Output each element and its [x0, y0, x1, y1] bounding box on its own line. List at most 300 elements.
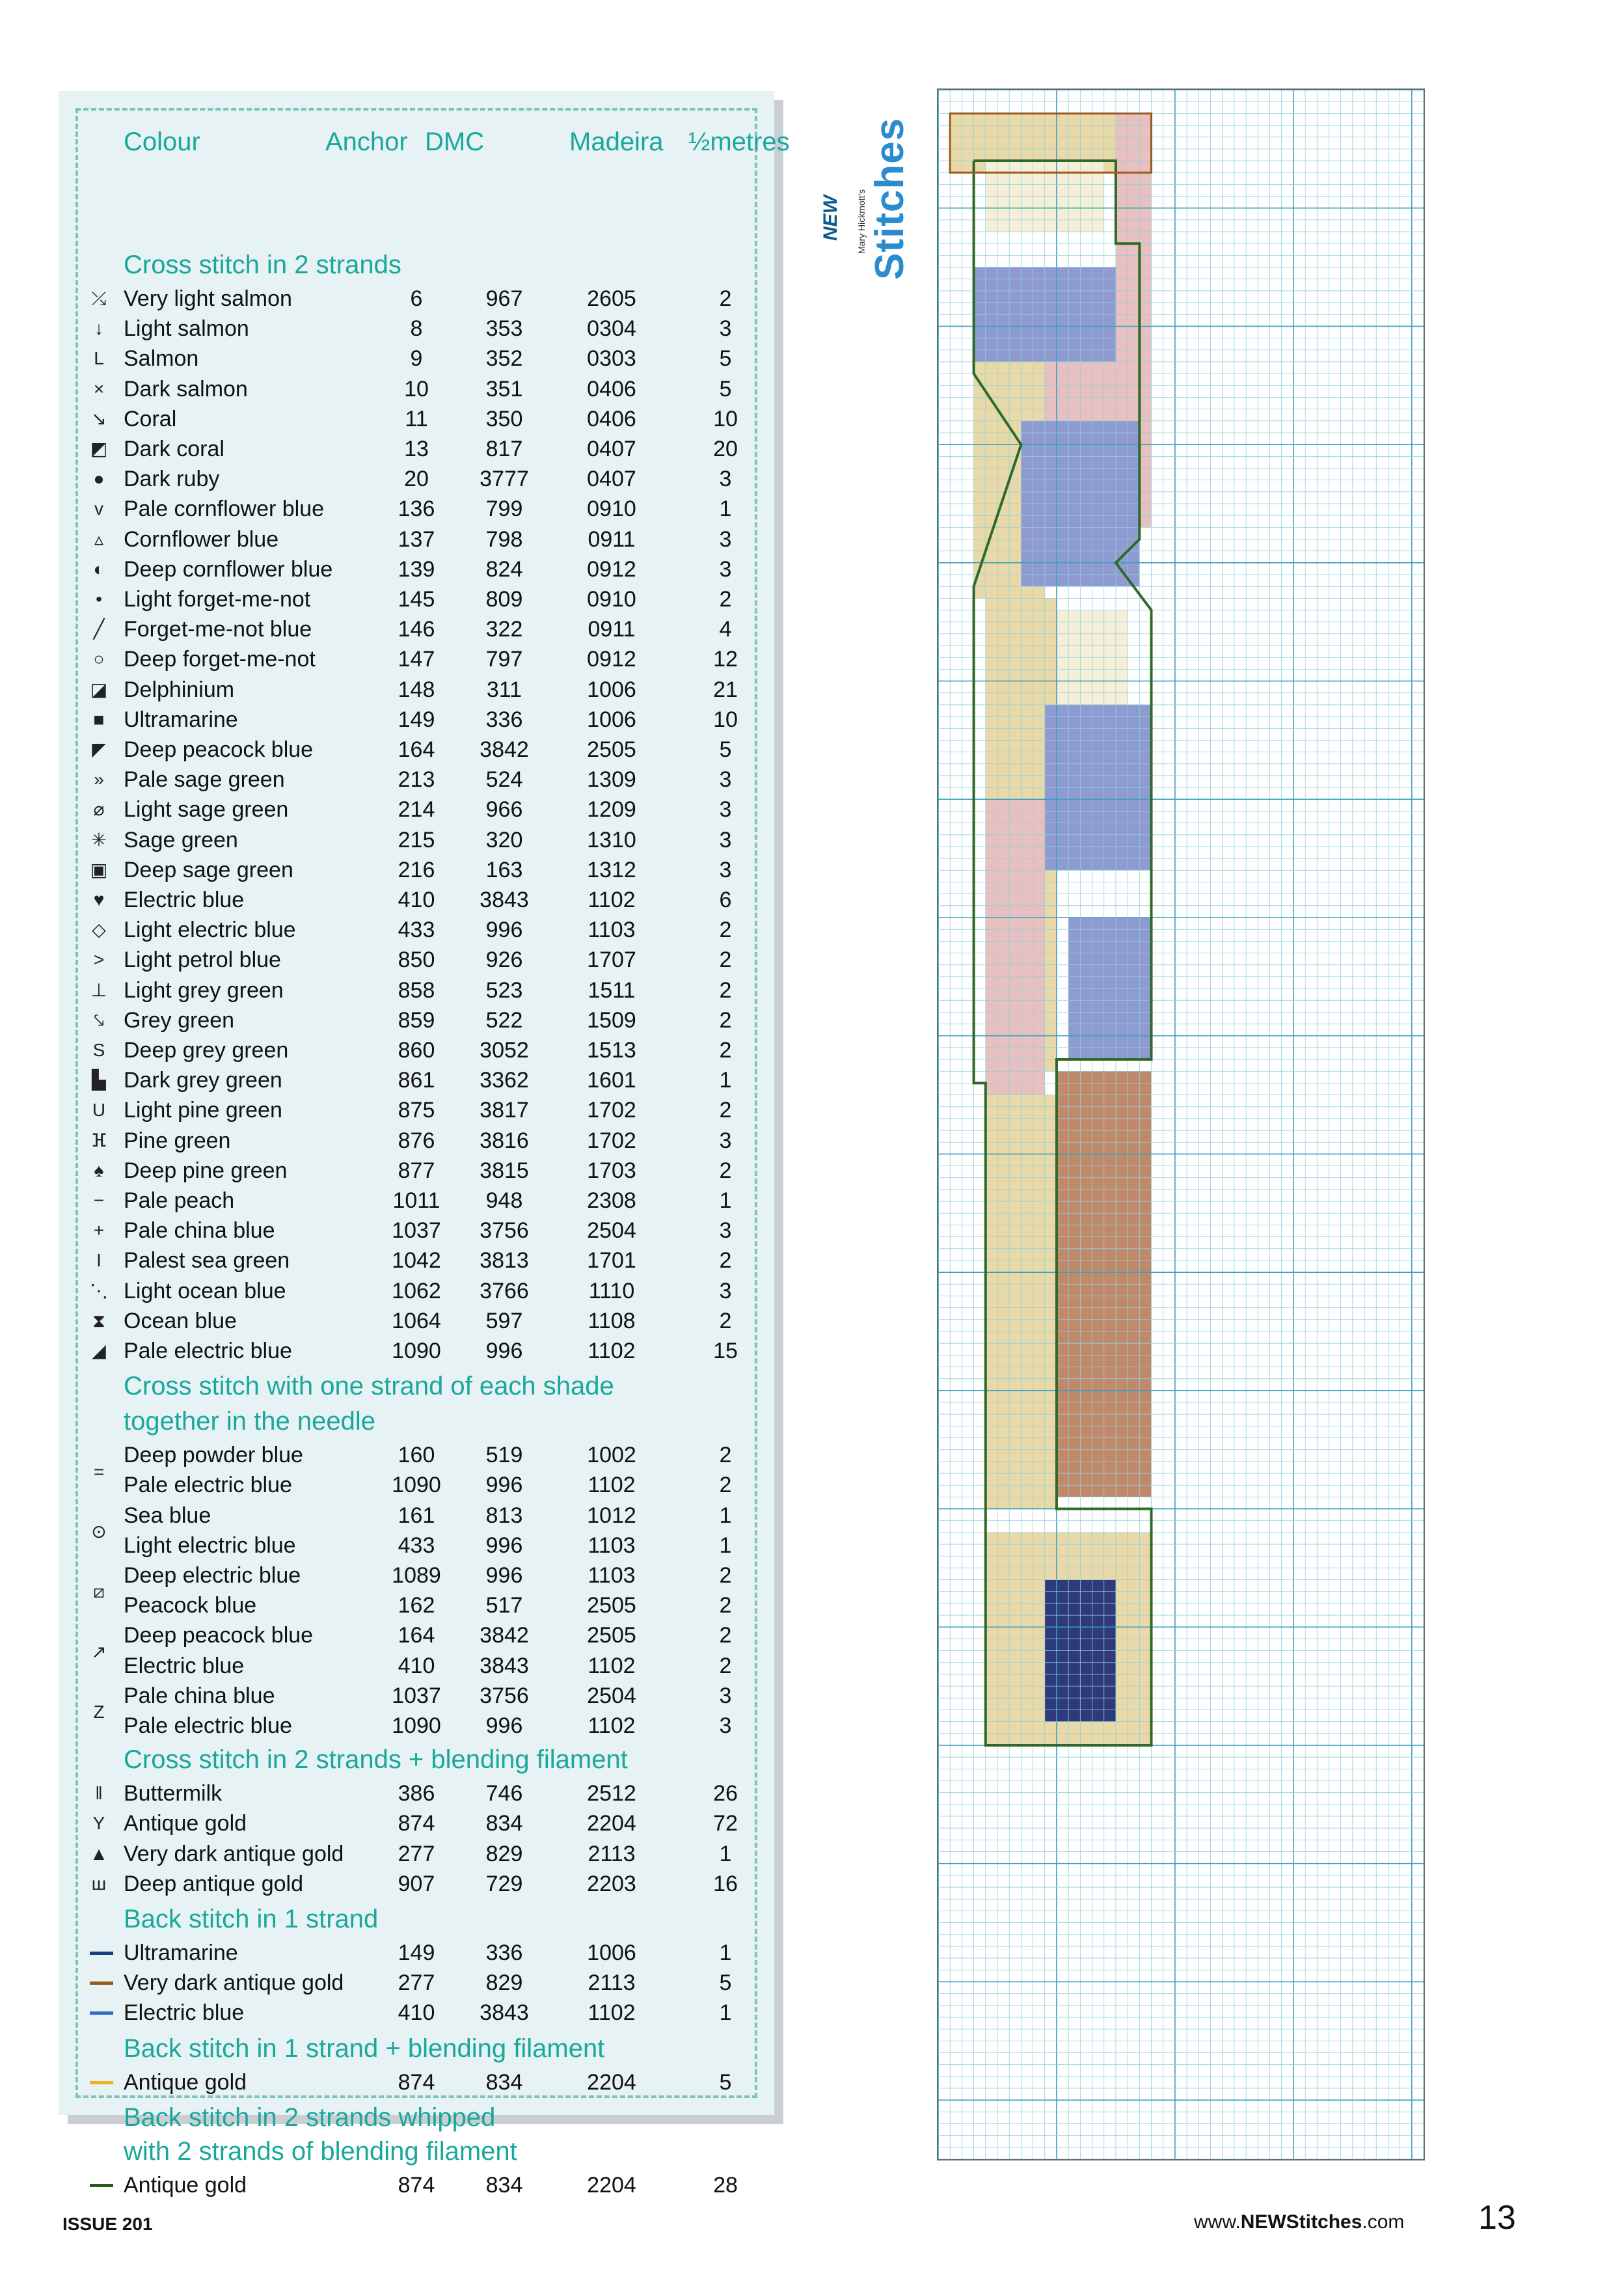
key-row — [59, 1531, 774, 1560]
key-dmc: 311 — [486, 677, 522, 702]
key-madeira: 0910 — [587, 497, 636, 522]
key-madeira: 2204 — [587, 1811, 636, 1836]
key-row — [59, 795, 774, 824]
key-anchor: 145 — [398, 587, 435, 612]
key-name: Deep powder blue — [124, 1443, 303, 1468]
key-dmc: 3843 — [480, 1653, 529, 1678]
stitch-symbol-icon: ⴼ — [90, 1130, 107, 1151]
key-dmc: 746 — [485, 1781, 523, 1806]
key-anchor: 874 — [398, 2172, 435, 2198]
key-dmc: 163 — [485, 857, 523, 882]
key-anchor: 277 — [398, 1970, 435, 1996]
key-row — [59, 314, 774, 344]
key-madeira: 0407 — [587, 467, 636, 492]
key-metres: 10 — [713, 406, 738, 431]
key-madeira: 1707 — [587, 947, 636, 973]
key-metres: 3 — [719, 1218, 732, 1244]
key-madeira: 1309 — [587, 767, 636, 793]
key-metres: 5 — [719, 2069, 732, 2095]
key-metres: 16 — [713, 1871, 738, 1896]
key-anchor: 1090 — [392, 1339, 441, 1363]
key-madeira: 2512 — [587, 1781, 636, 1806]
stitch-symbol-icon: − — [93, 1190, 105, 1210]
stitch-symbol-icon: ‖ — [95, 1783, 103, 1804]
header-metres: ½metres — [688, 128, 790, 156]
key-name: Deep sage green — [124, 857, 293, 882]
key-row — [59, 1035, 774, 1065]
key-dmc: 809 — [485, 587, 523, 612]
chart-grid — [938, 90, 1424, 2159]
key-name: Dark ruby — [124, 467, 220, 492]
key-anchor: 149 — [398, 1941, 435, 1965]
key-madeira: 1108 — [588, 1308, 636, 1333]
key-name: Deep grey green — [124, 1038, 289, 1063]
key-anchor: 877 — [398, 1158, 435, 1183]
key-row — [59, 464, 774, 494]
key-row — [59, 1501, 774, 1531]
key-section-title: with 2 strands of blending filament — [124, 2136, 517, 2166]
stitch-symbol-icon: I — [96, 1250, 102, 1271]
key-rows — [59, 91, 774, 2198]
key-metres: 5 — [719, 737, 732, 762]
key-madeira: 1511 — [588, 977, 636, 1003]
stitch-symbol-icon: ◤ — [92, 739, 106, 759]
key-dmc: 966 — [485, 797, 523, 823]
key-anchor: 136 — [398, 497, 435, 522]
key-metres: 3 — [719, 767, 732, 793]
key-madeira: 1103 — [588, 1563, 636, 1588]
stitch-symbol-icon: ▲ — [90, 1843, 108, 1864]
key-anchor: 9 — [410, 346, 423, 372]
key-dmc: 3777 — [480, 467, 529, 492]
key-madeira: 1012 — [587, 1503, 636, 1528]
key-name: Pale china blue — [124, 1683, 275, 1708]
key-name: Peacock blue — [124, 1593, 257, 1618]
key-name: Electric blue — [124, 2000, 245, 2026]
key-row — [59, 1839, 774, 1869]
key-anchor: 1089 — [392, 1563, 441, 1588]
key-name: Grey green — [124, 1007, 235, 1033]
key-dmc: 834 — [485, 1811, 523, 1836]
key-metres: 10 — [713, 707, 738, 732]
key-section-title: Cross stitch with one strand of each shade — [124, 1372, 614, 1401]
key-madeira: 1312 — [587, 857, 636, 882]
key-name: Coral — [124, 406, 177, 431]
key-dmc: 3816 — [480, 1128, 529, 1153]
stitch-symbol-icon: × — [93, 378, 105, 399]
key-name: Deep electric blue — [124, 1563, 301, 1588]
thread-key-panel — [59, 91, 790, 2198]
key-row — [59, 1808, 774, 1838]
key-anchor: 216 — [398, 857, 435, 882]
key-anchor: 874 — [398, 1811, 435, 1836]
key-row — [59, 584, 774, 614]
key-dmc: 3362 — [480, 1068, 529, 1093]
key-metres: 2 — [719, 1443, 732, 1468]
key-row — [59, 524, 774, 554]
key-dmc: 817 — [485, 437, 523, 461]
key-anchor: 875 — [398, 1098, 435, 1123]
key-madeira: 0912 — [587, 647, 636, 672]
stitch-symbol-icon: ⌀ — [93, 799, 105, 820]
key-anchor: 8 — [410, 316, 423, 342]
key-row — [59, 915, 774, 945]
key-dmc: 3756 — [480, 1683, 529, 1708]
stitch-symbol-icon: ш — [91, 1873, 107, 1894]
key-madeira: 2505 — [587, 737, 636, 762]
key-madeira: 1110 — [588, 1278, 635, 1303]
key-dmc: 519 — [485, 1443, 523, 1468]
key-madeira: 2113 — [588, 1841, 636, 1866]
key-metres: 1 — [719, 497, 732, 522]
key-madeira: 2204 — [587, 2069, 636, 2095]
key-name: Light forget-me-not — [124, 587, 311, 612]
key-anchor: 859 — [398, 1007, 435, 1033]
key-madeira: 1102 — [588, 1473, 636, 1498]
stitch-symbol-icon: ◩ — [90, 439, 108, 459]
key-madeira: 0911 — [588, 526, 636, 552]
website-url — [1194, 2211, 1404, 2233]
key-row — [59, 374, 774, 404]
key-metres: 3 — [719, 857, 732, 882]
key-metres: 6 — [719, 888, 732, 912]
key-anchor: 1062 — [392, 1278, 441, 1303]
stitch-symbol-icon: ↘ — [91, 408, 107, 429]
key-metres: 3 — [719, 1278, 732, 1303]
key-madeira: 0910 — [587, 587, 636, 612]
key-name: Deep pine green — [124, 1158, 288, 1183]
key-dmc: 3842 — [480, 737, 529, 762]
key-dmc: 813 — [485, 1503, 523, 1528]
stitch-symbol-icon: ▵ — [94, 528, 104, 549]
key-dmc: 3843 — [480, 888, 529, 912]
backstitch-line-icon — [90, 2184, 113, 2187]
key-name: Pale peach — [124, 1188, 235, 1213]
key-row — [59, 1065, 774, 1095]
key-name: Light grey green — [124, 977, 284, 1003]
key-anchor: 861 — [398, 1068, 435, 1093]
key-dmc: 351 — [485, 376, 523, 402]
key-dmc: 996 — [485, 1563, 523, 1588]
key-row — [59, 1186, 774, 1216]
key-row — [59, 284, 774, 314]
key-row — [59, 554, 774, 584]
stitch-symbol-icon: ⋱ — [90, 1280, 108, 1301]
blend-symbol-icon: Z — [93, 1702, 105, 1723]
key-metres: 2 — [719, 587, 732, 612]
header-anchor: Anchor — [325, 128, 408, 156]
key-anchor: 149 — [398, 707, 435, 732]
key-metres: 1 — [719, 1841, 732, 1866]
backstitch-line-icon — [90, 1982, 113, 1985]
chart-region-lower-stem — [986, 799, 1045, 1095]
key-anchor: 161 — [398, 1503, 435, 1528]
url-suffix: .com — [1362, 2211, 1405, 2233]
key-name: Ultramarine — [124, 707, 238, 732]
header-dmc: DMC — [425, 128, 485, 156]
key-anchor: 146 — [398, 617, 435, 642]
key-row — [59, 945, 774, 975]
key-name: Deep forget-me-not — [124, 647, 316, 672]
key-row — [59, 735, 774, 765]
key-metres: 2 — [719, 1158, 732, 1183]
stitch-symbol-icon: ♥ — [93, 890, 105, 910]
key-name: Deep cornflower blue — [124, 556, 333, 582]
key-dmc: 353 — [485, 316, 523, 342]
key-row — [59, 1005, 774, 1035]
key-row — [59, 1156, 774, 1186]
key-anchor: 164 — [398, 1623, 435, 1648]
stitch-symbol-icon: Y — [92, 1813, 105, 1834]
key-metres: 2 — [719, 1623, 732, 1648]
key-name: Pale electric blue — [124, 1339, 292, 1363]
stitch-symbol-icon: S — [92, 1040, 105, 1060]
key-dmc: 3766 — [480, 1278, 529, 1303]
key-anchor: 1064 — [392, 1308, 441, 1333]
key-row — [59, 1651, 774, 1681]
backstitch-line-icon — [90, 1952, 113, 1955]
key-dmc: 3052 — [480, 1038, 529, 1063]
key-row — [59, 705, 774, 735]
key-row — [59, 1681, 774, 1711]
stitch-symbol-icon: ◢ — [92, 1341, 106, 1361]
blend-symbol-icon: ↗ — [91, 1641, 107, 1662]
key-name: Very light salmon — [124, 286, 292, 311]
cross-stitch-chart — [937, 89, 1425, 2160]
key-anchor: 148 — [398, 677, 435, 702]
key-anchor: 850 — [398, 947, 435, 973]
key-anchor: 139 — [398, 556, 435, 582]
key-anchor: 860 — [398, 1038, 435, 1063]
key-madeira: 1103 — [588, 1533, 636, 1558]
key-dmc: 523 — [485, 977, 523, 1003]
key-madeira: 1601 — [587, 1068, 636, 1093]
key-section-title: Cross stitch in 2 strands + blending filament — [124, 1745, 628, 1775]
key-row — [59, 675, 774, 705]
key-anchor: 214 — [398, 797, 435, 823]
key-metres: 3 — [719, 316, 732, 342]
key-anchor: 433 — [398, 918, 435, 943]
backstitch-line-icon — [90, 2011, 113, 2015]
stitch-symbol-icon: • — [96, 589, 102, 609]
key-name: Deep antique gold — [124, 1871, 304, 1896]
key-metres: 5 — [719, 1970, 732, 1996]
key-row — [59, 434, 774, 464]
key-dmc: 829 — [485, 1970, 523, 1996]
key-dmc: 336 — [485, 1941, 523, 1965]
key-row — [59, 1590, 774, 1620]
key-name: Pale china blue — [124, 1218, 275, 1244]
key-row — [59, 614, 774, 644]
key-name: Delphinium — [124, 677, 235, 702]
key-row — [59, 2067, 774, 2097]
issue-number: ISSUE 201 — [62, 2214, 153, 2234]
key-madeira: 0911 — [588, 617, 636, 642]
key-metres: 15 — [713, 1339, 738, 1363]
key-dmc: 829 — [485, 1841, 523, 1866]
key-metres: 3 — [719, 467, 732, 492]
blend-symbol-icon: ⧄ — [93, 1581, 105, 1602]
key-name: Pale electric blue — [124, 1713, 292, 1738]
key-madeira: 1703 — [587, 1158, 636, 1183]
key-metres: 12 — [713, 647, 738, 672]
key-name: Cornflower blue — [124, 526, 279, 552]
key-madeira: 2504 — [587, 1218, 636, 1244]
key-name: Dark coral — [124, 437, 224, 461]
key-madeira: 1209 — [587, 797, 636, 823]
key-row — [59, 1440, 774, 1470]
key-row — [59, 975, 774, 1005]
key-madeira: 2504 — [587, 1683, 636, 1708]
key-name: Light pine green — [124, 1098, 282, 1123]
key-dmc: 524 — [485, 767, 523, 793]
key-name: Dark salmon — [124, 376, 248, 402]
key-madeira: 2113 — [588, 1970, 636, 1996]
key-anchor: 10 — [404, 376, 429, 402]
key-dmc: 996 — [485, 918, 523, 943]
key-row — [59, 1620, 774, 1650]
key-anchor: 137 — [398, 526, 435, 552]
header-madeira: Madeira — [569, 128, 664, 156]
key-madeira: 1102 — [588, 888, 636, 912]
stitch-symbol-icon: ✳ — [91, 829, 107, 850]
key-madeira: 0912 — [587, 556, 636, 582]
key-name: Dark grey green — [124, 1068, 282, 1093]
key-anchor: 1090 — [392, 1473, 441, 1498]
key-metres: 2 — [719, 1007, 732, 1033]
key-madeira: 2605 — [587, 286, 636, 311]
key-dmc: 350 — [485, 406, 523, 431]
key-row — [59, 825, 774, 855]
key-dmc: 799 — [485, 497, 523, 522]
key-dmc: 3813 — [480, 1248, 529, 1274]
key-metres: 2 — [719, 1248, 732, 1274]
key-row — [59, 765, 774, 795]
key-anchor: 11 — [405, 406, 428, 431]
stitch-symbol-icon: ⤰ — [91, 288, 107, 308]
key-row — [59, 644, 774, 674]
key-dmc: 834 — [485, 2069, 523, 2095]
key-anchor: 410 — [398, 1653, 435, 1678]
stitch-symbol-icon: ◪ — [90, 679, 108, 700]
key-madeira: 2204 — [587, 2172, 636, 2198]
key-name: Pale electric blue — [124, 1473, 292, 1498]
key-anchor: 164 — [398, 737, 435, 762]
key-madeira: 1103 — [588, 918, 636, 943]
key-anchor: 410 — [398, 888, 435, 912]
stitch-symbol-icon: ♠ — [94, 1160, 104, 1180]
stitch-symbol-icon: L — [94, 348, 104, 369]
key-anchor: 874 — [398, 2069, 435, 2095]
url-brand: NEWStitches — [1240, 2211, 1362, 2233]
blend-symbol-icon: ⊙ — [91, 1521, 107, 1542]
key-madeira: 1006 — [587, 1941, 636, 1965]
key-anchor: 410 — [398, 2000, 435, 2026]
key-metres: 2 — [719, 977, 732, 1003]
key-metres: 3 — [719, 526, 732, 552]
key-name: Light ocean blue — [124, 1278, 286, 1303]
key-anchor: 1037 — [392, 1683, 441, 1708]
key-dmc: 996 — [485, 1473, 523, 1498]
key-metres: 2 — [719, 1098, 732, 1123]
key-metres: 2 — [719, 1308, 732, 1333]
key-row — [59, 1306, 774, 1336]
key-anchor: 1037 — [392, 1218, 441, 1244]
key-dmc: 3842 — [480, 1623, 529, 1648]
key-madeira: 2308 — [587, 1188, 636, 1213]
key-name: Ultramarine — [124, 1941, 238, 1965]
key-dmc: 3756 — [480, 1218, 529, 1244]
key-row — [59, 344, 774, 374]
key-anchor: 213 — [398, 767, 435, 793]
key-dmc: 3843 — [480, 2000, 529, 2026]
key-anchor: 277 — [398, 1841, 435, 1866]
key-madeira: 1102 — [588, 2000, 636, 2026]
key-madeira: 1102 — [588, 1339, 636, 1363]
key-anchor: 433 — [398, 1533, 435, 1558]
key-anchor: 858 — [398, 977, 435, 1003]
key-row — [59, 1095, 774, 1125]
key-section-title: Back stitch in 2 strands whipped — [124, 2103, 496, 2132]
key-name: Antique gold — [124, 2069, 247, 2095]
key-dmc: 352 — [485, 346, 523, 372]
key-madeira: 1006 — [587, 707, 636, 732]
key-metres: 1 — [719, 1068, 732, 1093]
key-madeira: 1701 — [587, 1248, 636, 1274]
key-anchor: 147 — [398, 647, 435, 672]
key-madeira: 1102 — [588, 1653, 636, 1678]
key-dmc: 926 — [485, 947, 523, 973]
key-name: Light electric blue — [124, 1533, 296, 1558]
key-dmc: 322 — [485, 617, 523, 642]
key-name: Forget-me-not blue — [124, 617, 312, 642]
page-number: 13 — [1478, 2199, 1516, 2237]
key-section-title: Back stitch in 1 strand — [124, 1905, 379, 1933]
key-metres: 3 — [719, 827, 732, 852]
key-row — [59, 494, 774, 524]
key-metres: 3 — [719, 1683, 732, 1708]
key-row — [59, 1778, 774, 1808]
key-metres: 2 — [719, 918, 732, 943]
key-metres: 4 — [719, 617, 732, 642]
key-anchor: 162 — [398, 1593, 435, 1618]
key-row — [59, 1276, 774, 1306]
stitch-symbol-icon: + — [93, 1220, 105, 1241]
key-name: Salmon — [124, 346, 199, 372]
key-dmc: 729 — [485, 1871, 523, 1896]
key-anchor: 1090 — [392, 1713, 441, 1738]
key-row — [59, 1938, 774, 1968]
key-row — [59, 855, 774, 885]
key-row — [59, 1216, 774, 1246]
key-row — [59, 2170, 774, 2200]
key-dmc: 824 — [485, 556, 523, 582]
stitch-symbol-icon: » — [94, 769, 104, 790]
key-metres: 2 — [719, 1653, 732, 1678]
key-section-title: together in the needle — [124, 1407, 375, 1436]
key-name: Light sage green — [124, 797, 289, 823]
key-anchor: 20 — [404, 467, 429, 492]
brand-name: Stitches — [867, 117, 912, 280]
stitch-symbol-icon: ○ — [93, 649, 105, 670]
key-row — [59, 1126, 774, 1156]
key-metres: 2 — [719, 1563, 732, 1588]
brand-new: NEW — [820, 195, 841, 241]
key-metres: 2 — [719, 1038, 732, 1063]
key-section-title: Cross stitch in 2 strands — [124, 251, 401, 279]
key-madeira: 1702 — [587, 1098, 636, 1123]
key-name: Pale sage green — [124, 767, 285, 793]
